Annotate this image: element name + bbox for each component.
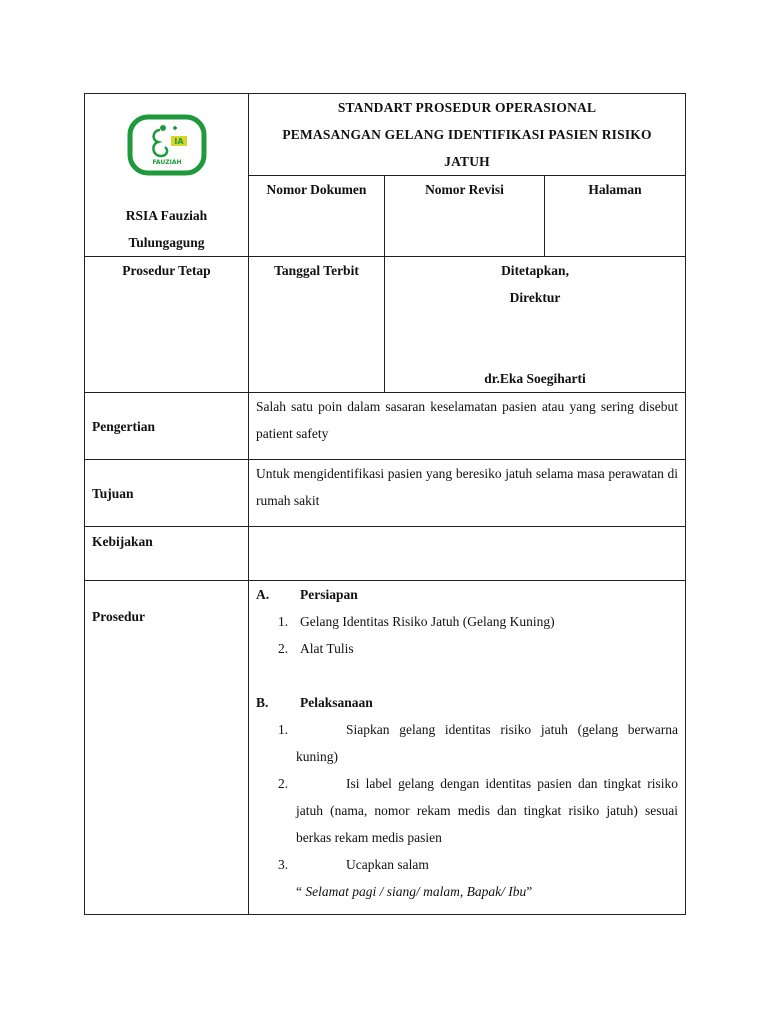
section-a-title: Persiapan [300,587,358,602]
prosedur-label: Prosedur [85,581,249,915]
kebijakan-text [249,527,686,581]
section-b-mark: B. [256,695,269,710]
direktur-name: dr.Eka Soegiharti [484,371,586,386]
list-item: 2. Isi label gelang dengan identitas pasien dan tingkat risiko jatuh (nama, nomor rekam medis dan tingkat risiko jatuh) sesuai berkas rekam medis pasien [278,776,679,845]
kebijakan-label: Kebijakan [85,527,249,581]
document-title-line-1: STANDART PROSEDUR OPERASIONAL [337,100,597,115]
list-item: 1. Siapkan gelang identitas risiko jatuh (gelang berwarna kuning) [278,722,679,764]
document-title-cell [249,94,686,176]
document-title-line-2: PEMASANGAN GELANG IDENTIFIKASI PASIEN RISIKO [282,127,652,142]
list-item: 3. Ucapkan salam [278,857,429,872]
pengertian-label: Pengertian [85,393,249,460]
sop-document-table [84,93,686,915]
tujuan-label: Tujuan [85,460,249,527]
nomor-dokumen-label: Nomor Dokumen [249,176,385,257]
prosedur-content [249,581,686,915]
section-b-heading [256,689,678,716]
section-a-heading [256,581,678,608]
persiapan-list [256,608,678,662]
logo-text: FAUZIAH [152,159,181,166]
section-a-mark: A. [256,587,270,602]
prosedur-tetap-label: Prosedur Tetap [85,257,249,393]
svg-text:IA: IA [173,137,184,146]
document-title-line-3: JATUH [444,154,490,169]
hospital-logo-icon [127,114,207,176]
greeting-quote: “ Selamat pagi / siang/ malam, Bapak/ Ibu” [296,884,533,899]
tanggal-terbit-label: Tanggal Terbit [249,257,385,393]
pelaksanaan-list [256,716,678,878]
hospital-logo-cell [85,94,249,257]
list-item: 2. Alat Tulis [278,641,354,656]
hospital-name-line-1: RSIA Fauziah [125,208,208,223]
halaman-label: Halaman [545,176,686,257]
section-b-title: Pelaksanaan [300,695,373,710]
ditetapkan-cell [385,257,686,393]
ditetapkan-label: Ditetapkan, [501,263,569,278]
hospital-name-line-2: Tulungagung [128,235,205,250]
tujuan-text: Untuk mengidentifikasi pasien yang beresiko jatuh selama masa perawatan di rumah sakit [249,460,686,527]
pengertian-text: Salah satu poin dalam sasaran keselamatan pasien atau yang sering disebut patient safety [249,393,686,460]
direktur-label: Direktur [509,290,561,305]
list-item: 1. Gelang Identitas Risiko Jatuh (Gelang Kuning) [278,614,555,629]
nomor-revisi-label: Nomor Revisi [385,176,545,257]
